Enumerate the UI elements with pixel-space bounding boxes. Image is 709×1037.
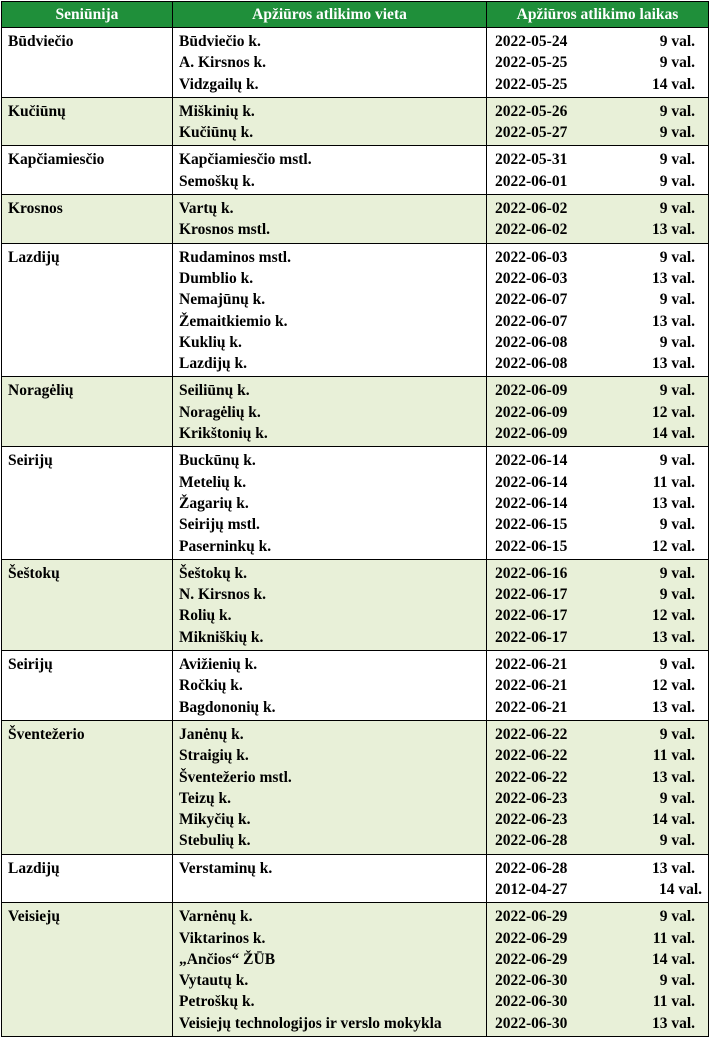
time-entry (493, 879, 703, 900)
seniunija-name: Seirijų (8, 656, 53, 674)
date-value: 2022-06-09 (495, 403, 568, 421)
place-name: Straigių k. (179, 747, 249, 765)
date-value: 2022-06-22 (495, 747, 568, 765)
place-cell (173, 146, 487, 195)
table-row (2, 651, 709, 721)
place-cell (173, 720, 487, 854)
hour-value: 14 val. (658, 880, 702, 898)
seniunija-cell (2, 447, 173, 559)
hour-value: 12 val. (651, 403, 695, 421)
table-row (2, 243, 709, 377)
hour-value: 9 val. (659, 972, 695, 990)
time-cell (487, 559, 709, 650)
place-name: Žagarių k. (179, 494, 249, 512)
hour-value: 13 val. (651, 494, 695, 512)
place-name: Janėnų k. (179, 725, 244, 743)
date-value: 2022-06-28 (495, 859, 568, 877)
time-entry (493, 198, 703, 219)
time-entry (493, 627, 703, 648)
place-name: Šeštokų k. (179, 564, 248, 582)
hour-value: 9 val. (659, 54, 695, 72)
seniunija-cell (2, 720, 173, 854)
date-value: 2022-05-25 (495, 54, 568, 72)
place-name: Noragėlių k. (179, 403, 261, 421)
hour-value: 9 val. (659, 124, 695, 142)
place-name: Vytautų k. (179, 972, 249, 990)
date-value: 2022-06-30 (495, 993, 568, 1011)
date-value: 2022-06-21 (495, 656, 568, 674)
header-place: Apžiūros atlikimo vieta (173, 2, 487, 28)
date-value: 2022-06-17 (495, 628, 568, 646)
hour-value: 9 val. (659, 291, 695, 309)
date-value: 2022-06-07 (495, 312, 568, 330)
date-value: 2022-06-08 (495, 333, 568, 351)
date-value: 2022-05-27 (495, 124, 568, 142)
time-entry (493, 514, 703, 535)
place-name: Žemaitkiemio k. (179, 312, 288, 330)
hour-value: 9 val. (659, 151, 695, 169)
place-name: Rolių k. (179, 607, 232, 625)
time-entry (493, 268, 703, 289)
place-name: Buckūnų k. (179, 452, 256, 470)
date-value: 2022-06-30 (495, 972, 568, 990)
header-seniunija: Seniūnija (2, 2, 173, 28)
time-entry (493, 380, 703, 401)
date-value: 2022-06-17 (495, 607, 568, 625)
time-cell (487, 28, 709, 98)
date-value: 2022-06-17 (495, 586, 568, 604)
hour-value: 13 val. (651, 1014, 695, 1032)
hour-value: 12 val. (651, 607, 695, 625)
table-row (2, 28, 709, 98)
time-cell (487, 903, 709, 1037)
time-entry (493, 830, 703, 851)
place-name: Dumblio k. (179, 269, 254, 287)
seniunija-name: Krosnos (8, 200, 63, 218)
time-cell (487, 651, 709, 721)
place-name: Teizų k. (179, 789, 231, 807)
hour-value: 14 val. (651, 811, 695, 829)
date-value: 2022-06-01 (495, 172, 568, 190)
seniunija-name: Būdviečio (8, 33, 74, 50)
hour-value: 9 val. (659, 382, 695, 400)
time-cell (487, 195, 709, 244)
hour-value: 9 val. (659, 102, 695, 120)
time-entry (493, 402, 703, 423)
table-row (2, 146, 709, 195)
date-value: 2022-06-09 (495, 425, 568, 443)
time-cell (487, 146, 709, 195)
time-entry (493, 654, 703, 675)
time-entry (493, 219, 703, 240)
date-value: 2022-06-29 (495, 950, 568, 968)
place-cell (173, 903, 487, 1037)
hour-value: 9 val. (659, 789, 695, 807)
place-name: Seirijų mstl. (179, 516, 260, 534)
date-value: 2022-06-03 (495, 248, 568, 266)
table-row (2, 377, 709, 447)
place-cell (173, 377, 487, 447)
time-entry (493, 1013, 703, 1034)
time-entry (493, 949, 703, 970)
place-name: Nemajūnų k. (179, 291, 266, 309)
hour-value: 11 val. (652, 993, 695, 1011)
seniunija-name: Lazdijų (8, 859, 60, 877)
date-value: 2012-04-27 (495, 880, 568, 898)
time-entry (493, 563, 703, 584)
time-entry (493, 906, 703, 927)
hour-value: 9 val. (659, 333, 695, 351)
time-entry (493, 675, 703, 696)
place-name: Seiliūnų k. (179, 382, 250, 400)
date-value: 2022-06-22 (495, 725, 568, 743)
time-entry (493, 724, 703, 745)
time-entry (493, 332, 703, 353)
place-name: Kapčiamiesčio mstl. (179, 151, 312, 169)
place-cell (173, 243, 487, 377)
time-entry (493, 122, 703, 143)
date-value: 2022-06-21 (495, 698, 568, 716)
time-entry (493, 745, 703, 766)
seniunija-cell (2, 559, 173, 650)
hour-value: 13 val. (651, 312, 695, 330)
seniunija-cell (2, 243, 173, 377)
schedule-table (1, 1, 709, 1037)
hour-value: 9 val. (659, 516, 695, 534)
place-name: Avižienių k. (179, 656, 258, 674)
place-name: Krikštonių k. (179, 425, 268, 443)
seniunija-name: Šeštokų (8, 564, 60, 582)
time-entry (493, 788, 703, 809)
table-row (2, 854, 709, 903)
place-name: Vartų k. (179, 200, 234, 218)
place-name: Mikyčių k. (179, 811, 251, 829)
time-entry (493, 52, 703, 73)
seniunija-cell (2, 146, 173, 195)
date-value: 2022-06-22 (495, 768, 568, 786)
time-entry (493, 171, 703, 192)
date-value: 2022-06-23 (495, 811, 568, 829)
place-name: Bagdononių k. (179, 698, 276, 716)
seniunija-cell (2, 903, 173, 1037)
time-entry (493, 31, 703, 52)
table-row (2, 447, 709, 559)
hour-value: 11 val. (652, 929, 695, 947)
table-row (2, 195, 709, 244)
place-name: Varnėnų k. (179, 908, 253, 926)
table-body (2, 28, 709, 1037)
date-value: 2022-06-14 (495, 473, 568, 491)
date-value: 2022-06-14 (495, 494, 568, 512)
time-entry (493, 991, 703, 1012)
date-value: 2022-05-25 (495, 75, 568, 93)
date-value: 2022-06-29 (495, 908, 568, 926)
time-entry (493, 311, 703, 332)
hour-value: 9 val. (659, 172, 695, 190)
seniunija-name: Kapčiamiesčio (8, 151, 105, 169)
time-entry (493, 101, 703, 122)
place-cell (173, 97, 487, 146)
place-name: Mikniškių k. (179, 628, 264, 646)
time-entry (493, 970, 703, 991)
time-cell (487, 377, 709, 447)
time-entry (493, 858, 703, 879)
place-name: Ročkių k. (179, 677, 243, 695)
seniunija-name: Noragėlių (8, 382, 74, 400)
place-name: A. Kirsnos k. (179, 54, 266, 72)
date-value: 2022-06-23 (495, 789, 568, 807)
place-cell (173, 28, 487, 98)
seniunija-name: Seirijų (8, 452, 53, 470)
header-time: Apžiūros atlikimo laikas (487, 2, 709, 28)
date-value: 2022-06-15 (495, 537, 568, 555)
hour-value: 9 val. (659, 33, 695, 50)
time-entry (493, 809, 703, 830)
hour-value: 13 val. (651, 628, 695, 646)
hour-value: 9 val. (659, 656, 695, 674)
date-value: 2022-05-31 (495, 151, 568, 169)
date-value: 2022-06-30 (495, 1014, 568, 1032)
place-name: Kuklių k. (179, 333, 242, 351)
time-entry (493, 472, 703, 493)
time-entry (493, 697, 703, 718)
date-value: 2022-06-02 (495, 221, 568, 239)
hour-value: 9 val. (659, 586, 695, 604)
hour-value: 9 val. (659, 248, 695, 266)
place-cell (173, 195, 487, 244)
time-entry (493, 353, 703, 374)
place-cell (173, 559, 487, 650)
date-value: 2022-06-21 (495, 677, 568, 695)
time-cell (487, 720, 709, 854)
hour-value: 13 val. (651, 768, 695, 786)
hour-value: 9 val. (659, 200, 695, 218)
place-name: Paserninkų k. (179, 537, 272, 555)
hour-value: 13 val. (651, 269, 695, 287)
hour-value: 12 val. (651, 537, 695, 555)
place-cell (173, 854, 487, 903)
hour-value: 9 val. (659, 452, 695, 470)
time-entry (493, 74, 703, 95)
hour-value: 9 val. (659, 908, 695, 926)
place-name: Vidzgailų k. (179, 75, 259, 93)
seniunija-name: Veisiejų (8, 908, 60, 926)
place-name: Veisiejų technologijos ir verslo mokykla (179, 1014, 442, 1032)
hour-value: 9 val. (659, 564, 695, 582)
table-row (2, 903, 709, 1037)
place-name: Semoškų k. (179, 172, 255, 190)
date-value: 2022-06-08 (495, 355, 568, 373)
date-value: 2022-06-15 (495, 516, 568, 534)
place-name: Kučiūnų k. (179, 124, 254, 142)
place-name: Lazdijų k. (179, 355, 248, 373)
place-name: Metelių k. (179, 473, 247, 491)
place-cell (173, 651, 487, 721)
seniunija-name: Lazdijų (8, 248, 60, 266)
table-row (2, 559, 709, 650)
place-name: „Ančios“ ŽŪB (179, 950, 276, 968)
date-value: 2022-06-28 (495, 832, 568, 850)
time-cell (487, 854, 709, 903)
seniunija-cell (2, 377, 173, 447)
seniunija-cell (2, 97, 173, 146)
time-entry (493, 247, 703, 268)
time-entry (493, 605, 703, 626)
time-cell (487, 97, 709, 146)
seniunija-cell (2, 651, 173, 721)
seniunija-name: Kučiūnų (8, 102, 66, 120)
time-entry (493, 928, 703, 949)
hour-value: 9 val. (659, 832, 695, 850)
place-cell (173, 447, 487, 559)
place-name: N. Kirsnos k. (179, 586, 266, 604)
place-name: Stebulių k. (179, 832, 251, 850)
place-name: Verstaminų k. (179, 859, 273, 877)
time-entry (493, 584, 703, 605)
hour-value: 13 val. (651, 698, 695, 716)
date-value: 2022-05-24 (495, 33, 568, 50)
place-name: Rudaminos mstl. (179, 248, 291, 266)
date-value: 2022-06-14 (495, 452, 568, 470)
time-entry (493, 450, 703, 471)
time-entry (493, 767, 703, 788)
header-row (2, 2, 709, 28)
date-value: 2022-06-16 (495, 564, 568, 582)
hour-value: 9 val. (659, 725, 695, 743)
time-entry (493, 289, 703, 310)
place-name: Būdviečio k. (179, 33, 261, 50)
date-value: 2022-05-26 (495, 102, 568, 120)
time-entry (493, 493, 703, 514)
hour-value: 13 val. (651, 355, 695, 373)
table-row (2, 97, 709, 146)
seniunija-name: Šventežerio (8, 725, 85, 743)
hour-value: 11 val. (652, 747, 695, 765)
hour-value: 13 val. (651, 221, 695, 239)
seniunija-cell (2, 195, 173, 244)
date-value: 2022-06-29 (495, 929, 568, 947)
place-name: Miškinių k. (179, 102, 255, 120)
date-value: 2022-06-03 (495, 269, 568, 287)
seniunija-cell (2, 854, 173, 903)
place-name: Viktarinos k. (179, 929, 266, 947)
table-row (2, 720, 709, 854)
seniunija-cell (2, 28, 173, 98)
time-entry (493, 149, 703, 170)
time-cell (487, 243, 709, 377)
hour-value: 11 val. (652, 473, 695, 491)
hour-value: 14 val. (651, 75, 695, 93)
time-entry (493, 423, 703, 444)
place-name: Petroškų k. (179, 993, 255, 1011)
time-entry (493, 536, 703, 557)
hour-value: 13 val. (651, 859, 695, 877)
date-value: 2022-06-07 (495, 291, 568, 309)
place-name: Šventežerio mstl. (179, 768, 292, 786)
hour-value: 14 val. (651, 425, 695, 443)
hour-value: 12 val. (651, 677, 695, 695)
place-name: Krosnos mstl. (179, 221, 271, 239)
time-cell (487, 447, 709, 559)
hour-value: 14 val. (651, 950, 695, 968)
date-value: 2022-06-02 (495, 200, 568, 218)
date-value: 2022-06-09 (495, 382, 568, 400)
